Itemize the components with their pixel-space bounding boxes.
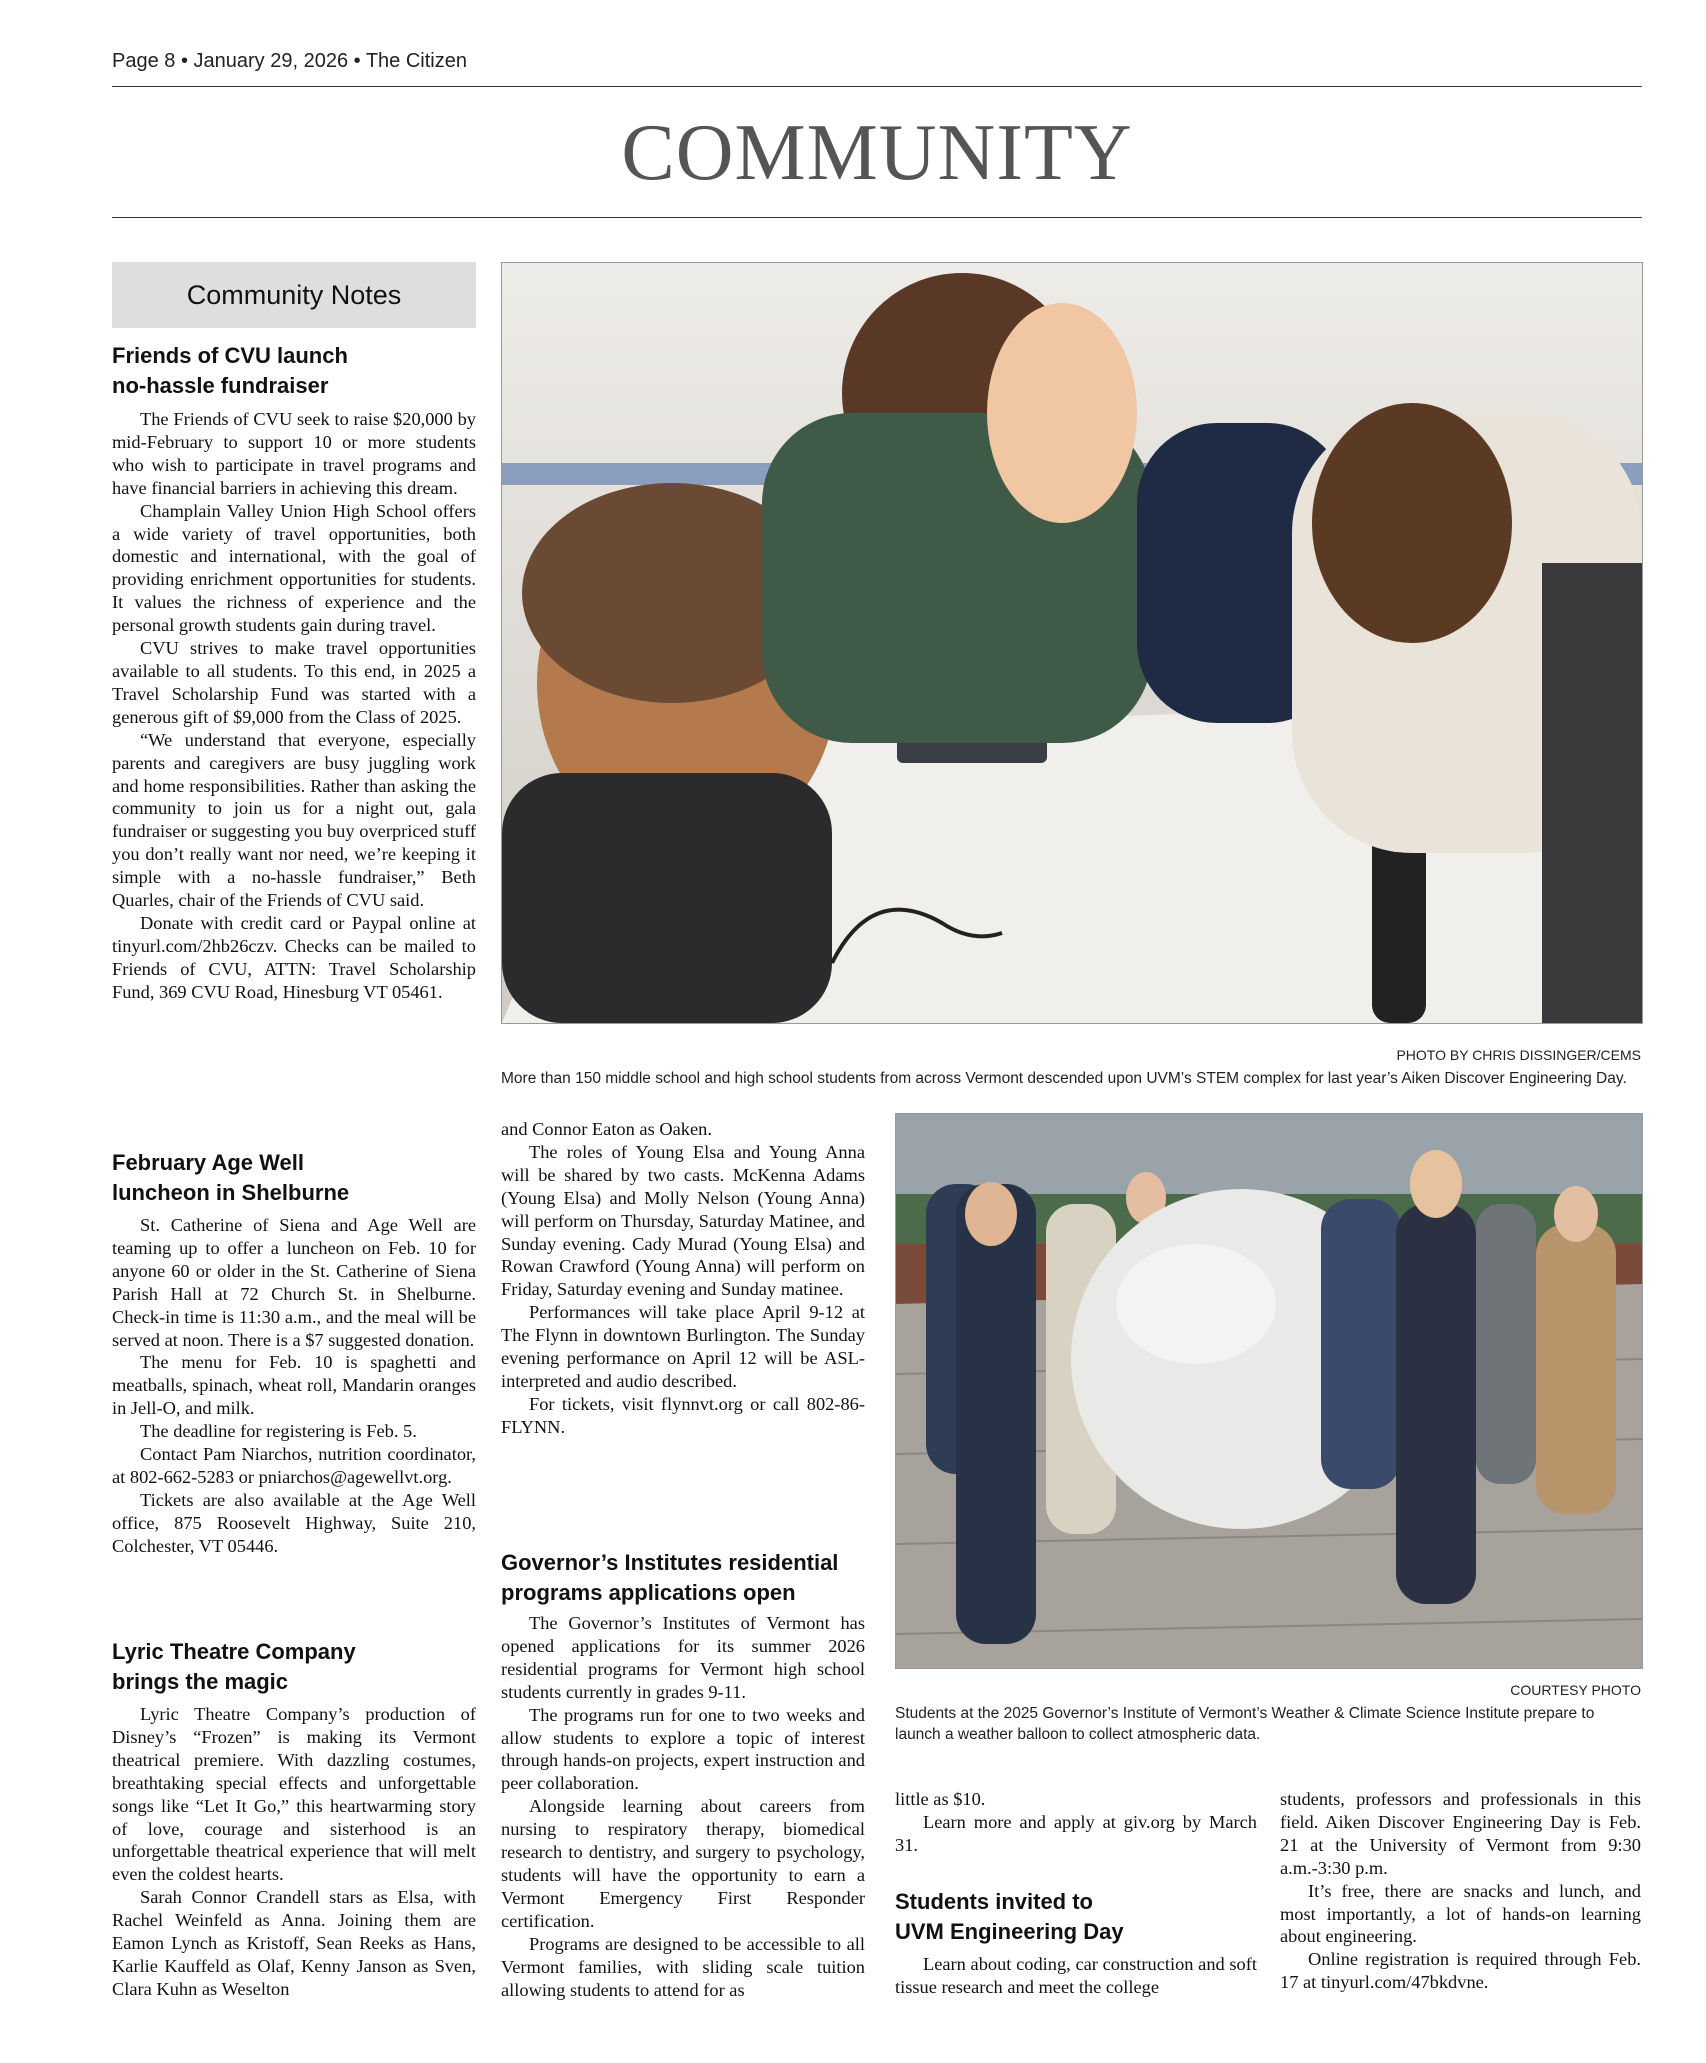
engineering-day-photo [501,262,1643,1024]
uvm-headline [895,1887,1257,1947]
balloon-photo-caption: Students at the 2025 Governor’s Institute of Vermont’s Weather & Climate Science Institute prepare to launch a weather balloon to collect atmospheric data. [895,1705,1595,1743]
community-notes-box: Community Notes [112,262,476,328]
agewell-headline-line2: luncheon in Shelburne [112,1180,350,1205]
paragraph: The Friends of CVU seek to raise $20,000 by mid-February to support 10 or more students who wish to participate in travel programs and have financial barriers in achieving this dream. [112,409,476,498]
lyric-article [112,1703,476,2001]
paragraph: Contact Pam Niarchos, nutrition coordinator, at 802-662-5283 or pniarchos@agewellvt.org. [112,1444,476,1487]
cvu-headline-line1: Friends of CVU launch [112,343,348,368]
balloon-photo-credit: COURTESY PHOTO [1510,1682,1641,1698]
folio: Page 8 • January 29, 2026 • The Citizen [112,50,467,72]
paragraph: CVU strives to make travel opportunities available to all students. To this end, in 2025 a Travel Scholarship Fund was started with a generous gift of $9,000 from the Class of 2025. [112,638,476,727]
paragraph: The roles of Young Elsa and Young Anna will be shared by two casts. McKenna Adams (Young Elsa) and Molly Nelson (Young Anna) will perform on Thursday, Saturday Matinee, and Sunday evening. Cady Murad (Young Elsa) and Rowan Crawford (Young Anna) will perform on Friday, Saturday evening and Sunday matinee. [501,1141,865,1300]
paragraph: little as $10. [895,1789,986,1809]
paragraph: Programs are designed to be accessible to all Vermont families, with sliding scale tuition allowing students to attend for as [501,1933,865,2000]
agewell-headline-line1: February Age Well [112,1150,304,1175]
weather-balloon-illustration [896,1114,1642,1668]
agewell-headline [112,1148,476,1208]
paragraph: The deadline for registering is Feb. 5. [140,1421,417,1442]
cvu-headline-line2: no-hassle fundraiser [112,373,329,398]
govinst-article [501,1612,865,2001]
uvm-article [895,1953,1257,1999]
paragraph: Online registration is required through Feb. 17 at tinyurl.com/47bkdvne. [1280,1949,1641,1993]
cvu-article [112,408,476,1004]
paragraph: “We understand that everyone, especially parents and caregivers are busy juggling work and home responsibilities. Rather than asking the community to join us for a night out, gala fundraiser or suggesting you buy overpriced stuff you don’t really want nor need, we’re keeping it simple with a no-hassle fundraiser,” Beth Quarles, chair of the Friends of CVU said. [112,729,476,911]
paragraph: Learn about coding, car construction and soft tissue research and meet the college [895,1954,1257,1997]
cvu-headline [112,341,476,401]
lyric-continuation [501,1118,865,1439]
engineering-photo-credit: PHOTO BY CHRIS DISSINGER/CEMS [1396,1047,1641,1063]
paragraph: Alongside learning about careers from nursing to respiratory therapy, biomedical research to dentistry, and surgery to psychology, students will have the opportunity to earn a Vermont Emergency First Responder certification. [501,1796,865,1931]
uvm-headline-line1: Students invited to [895,1889,1093,1914]
paragraph: Learn more and apply at giv.org by March 31. [895,1811,1257,1855]
paragraph: St. Catherine of Siena and Age Well are teaming up to offer a luncheon on Feb. 10 for anyone 60 or older in the St. Catherine of Siena Parish Hall at 72 Church St. in Shelburne. Check-in time is 11:30 a.m., and the meal will be served at noon. There is a $7 suggested donation. [112,1215,476,1350]
paragraph: students, professors and professionals in this field. Aiken Discover Engineering Day is Feb. 21 at the University of Vermont from 9:30 a.m.-3:30 p.m. [1280,1789,1641,1878]
section-rule [112,217,1642,218]
govinst-headline [501,1548,865,1608]
paragraph: Sarah Connor Crandell stars as Elsa, with Rachel Weinfeld as Anna. Joining them are Eamon Lynch as Kristoff, Sean Reeks as Hans, Karlie Kauffeld as Olaf, Kenny Janson as Sven, Clara Kuhn as Weselton [112,1887,476,1999]
section-title: COMMUNITY [621,109,1133,197]
lyric-headline-line2: brings the magic [112,1669,289,1694]
paragraph: The menu for Feb. 10 is spaghetti and meatballs, spinach, wheat roll, Mandarin oranges in Jell-O, and milk. [112,1352,476,1419]
agewell-article [112,1214,476,1558]
weather-balloon-photo [895,1113,1643,1669]
paragraph: Champlain Valley Union High School offers a wide variety of travel opportunities, both domestic and international, with the goal of providing enrichment opportunities for students. It values the richness of experience and the personal growth students gain during travel. [112,500,476,636]
paragraph: Tickets are also available at the Age Well office, 875 Roosevelt Highway, Suite 210, Colchester, VT 05446. [112,1489,476,1556]
header-rule [112,86,1642,87]
paragraph: It’s free, there are snacks and lunch, and most importantly, a lot of hands-on learning about engineering. [1280,1880,1641,1947]
lyric-headline-line1: Lyric Theatre Company [112,1639,356,1664]
govinst-headline-line1: Governor’s Institutes residential [501,1550,839,1575]
govinst-headline-line2: programs applications open [501,1580,796,1605]
paragraph: The Governor’s Institutes of Vermont has opened applications for its summer 2026 residential programs for Vermont high school students currently in grades 9-11. [501,1613,865,1702]
govinst-continuation [895,1788,1257,1857]
paragraph: The programs run for one to two weeks and allow students to explore a topic of interest through hands-on projects, expert instruction and peer collaboration. [501,1704,865,1794]
paragraph: For tickets, visit flynnvt.org or call 802-86-FLYNN. [501,1393,865,1437]
paragraph: Donate with credit card or Paypal online at tinyurl.com/2hb26czv. Checks can be mailed to Friends of CVU, ATTN: Travel Scholarship Fund, 369 CVU Road, Hinesburg VT 05461. [112,912,476,1002]
uvm-headline-line2: UVM Engineering Day [895,1919,1124,1944]
lyric-headline [112,1637,476,1697]
paragraph: Performances will take place April 9-12 at The Flynn in downtown Burlington. The Sunday evening performance on April 12 will be ASL-interpreted and audio described. [501,1302,865,1391]
paragraph: Lyric Theatre Company’s production of Disney’s “Frozen” is making its Vermont theatrical premiere. With dazzling costumes, breathtaking special effects and unforgettable songs like “Let It Go,” this heartwarming story of love, courage and sisterhood is an unforgettable theatrical experience that will melt even the coldest hearts. [112,1704,476,1885]
engineering-day-illustration [502,263,1642,1023]
uvm-continuation [1280,1788,1641,1994]
paragraph: and Connor Eaton as Oaken. [501,1119,712,1139]
engineering-photo-caption: More than 150 middle school and high school students from across Vermont descended upon UVM’s STEM complex for last year’s Aiken Discover Engineering Day. [501,1070,1627,1087]
